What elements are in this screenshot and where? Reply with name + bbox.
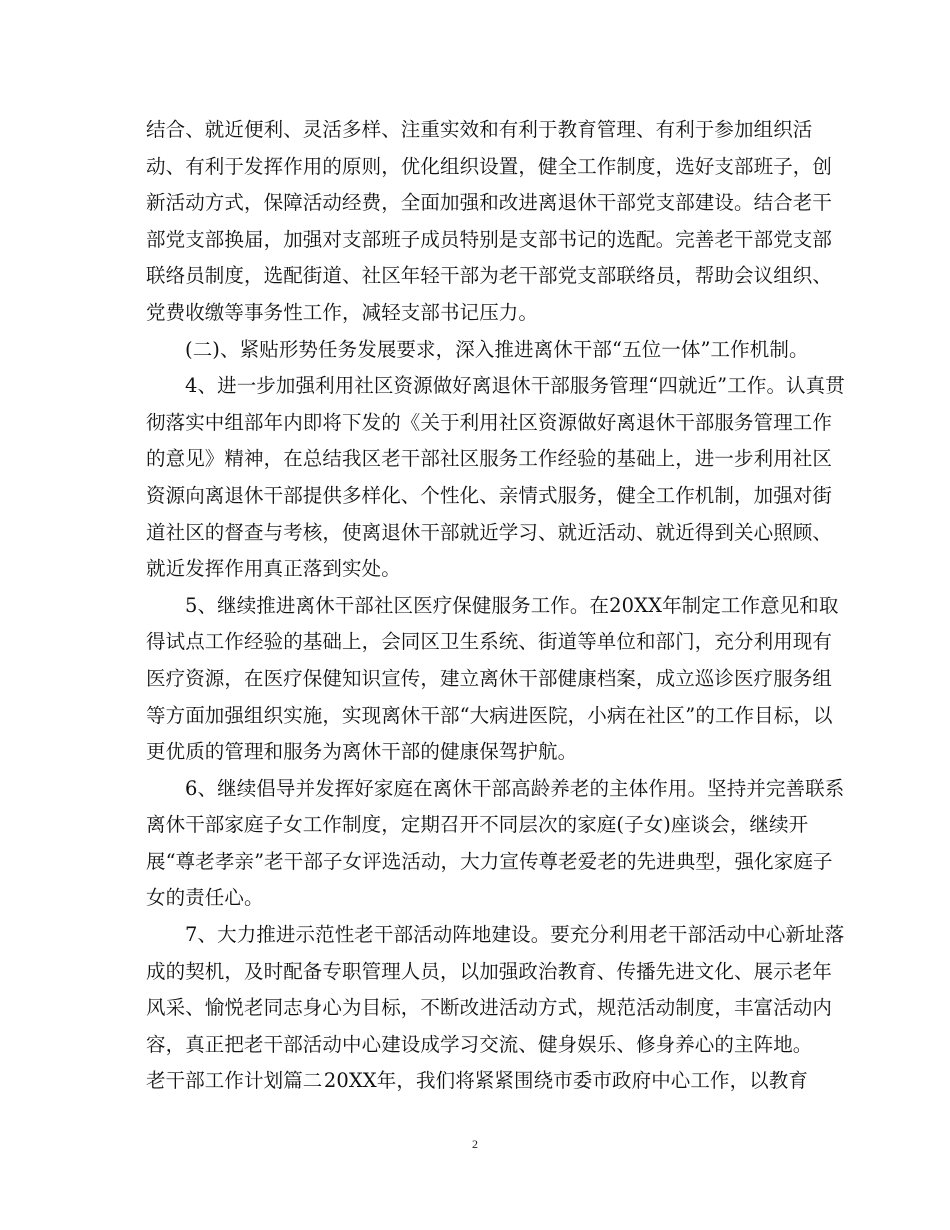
text-line-6: 党费收缴等事务性工作，减轻支部书记压力。 <box>146 300 539 324</box>
item-4-line-1: 4、进一步加强利用社区资源做好离退休干部服务管理“四就近”工作。认真贯 <box>185 374 845 398</box>
document-body <box>146 112 845 1100</box>
item-7-line-4: 容，真正把老干部活动中心建设成学习交流、健身娱乐、修身养心的主阵地。 <box>146 1032 813 1056</box>
text-line-2: 动、有利于发挥作用的原则，优化组织设置，健全工作制度，选好支部班子，创 <box>146 154 833 178</box>
section-heading-2: (二)、紧贴形势任务发展要求，深入推进离休干部“五位一体”工作机制。 <box>185 337 809 361</box>
item-7-line-3: 风采、愉悦老同志身心为目标，不断改进活动方式，规范活动制度，丰富活动内 <box>146 996 833 1020</box>
item-5-line-3: 医疗资源，在医疗保健知识宣传，建立离休干部健康档案，成立巡诊医疗服务组 <box>146 666 833 690</box>
item-6-line-1: 6、继续倡导并发挥好家庭在离休干部高龄养老的主体作用。坚持并完善联系 <box>185 776 845 800</box>
item-5-line-4: 等方面加强组织实施，实现离休干部“大病进医院，小病在社区”的工作目标，以 <box>146 703 833 727</box>
item-5-line-1: 5、继续推进离休干部社区医疗保健服务工作。在20XX年制定工作意见和取 <box>185 593 839 617</box>
item-4-line-3: 的意见》精神，在总结我区老干部社区服务工作经验的基础上，进一步利用社区 <box>146 447 833 471</box>
text-line-3: 新活动方式，保障活动经费，全面加强和改进离退休干部党支部建设。结合老干 <box>146 191 833 215</box>
item-4-line-4: 资源向离退休干部提供多样化、个性化、亲情式服务，健全工作机制，加强对街 <box>146 483 833 507</box>
item-4-line-2: 彻落实中组部年内即将下发的《关于利用社区资源做好离退休干部服务管理工作 <box>146 410 833 434</box>
item-6-line-3: 展“尊老孝亲”老干部子女评选活动，大力宣传尊老爱老的先进典型，强化家庭子 <box>146 849 833 873</box>
text-line-1: 结合、就近便利、灵活多样、注重实效和有利于教育管理、有利于参加组织活 <box>146 118 813 141</box>
next-section-heading: 老干部工作计划篇二 <box>146 1069 323 1093</box>
text-line-4: 部党支部换届，加强对支部班子成员特别是支部书记的选配。完善老干部党支部 <box>146 227 833 251</box>
item-7-line-2: 成的契机，及时配备专职管理人员，以加强政治教育、传播先进文化、展示老年 <box>146 959 833 983</box>
item-7-line-1: 7、大力推进示范性老干部活动阵地建设。要充分利用老干部活动中心新址落 <box>185 923 845 947</box>
item-5-line-5: 更优质的管理和服务为离休干部的健康保驾护航。 <box>146 740 578 764</box>
next-section-line <box>146 1063 808 1100</box>
page-number: 2 <box>472 1137 478 1151</box>
item-4-line-5: 道社区的督查与考核，使离退休干部就近学习、就近活动、就近得到关心照顾、 <box>146 520 833 544</box>
item-4-line-6: 就近发挥作用真正落到实处。 <box>146 557 401 581</box>
item-6-line-4: 女的责任心。 <box>146 886 264 910</box>
next-section-intro: 20XX年，我们将紧紧围绕市委市政府中心工作，以教育 <box>323 1069 808 1093</box>
item-5-line-2: 得试点工作经验的基础上，会同区卫生系统、街道等单位和部门，充分利用现有 <box>146 630 833 654</box>
text-line-5: 联络员制度，选配街道、社区年轻干部为老干部党支部联络员，帮助会议组织、 <box>146 264 833 288</box>
item-6-line-2: 离休干部家庭子女工作制度，定期召开不同层次的家庭(子女)座谈会，继续开 <box>146 813 809 837</box>
